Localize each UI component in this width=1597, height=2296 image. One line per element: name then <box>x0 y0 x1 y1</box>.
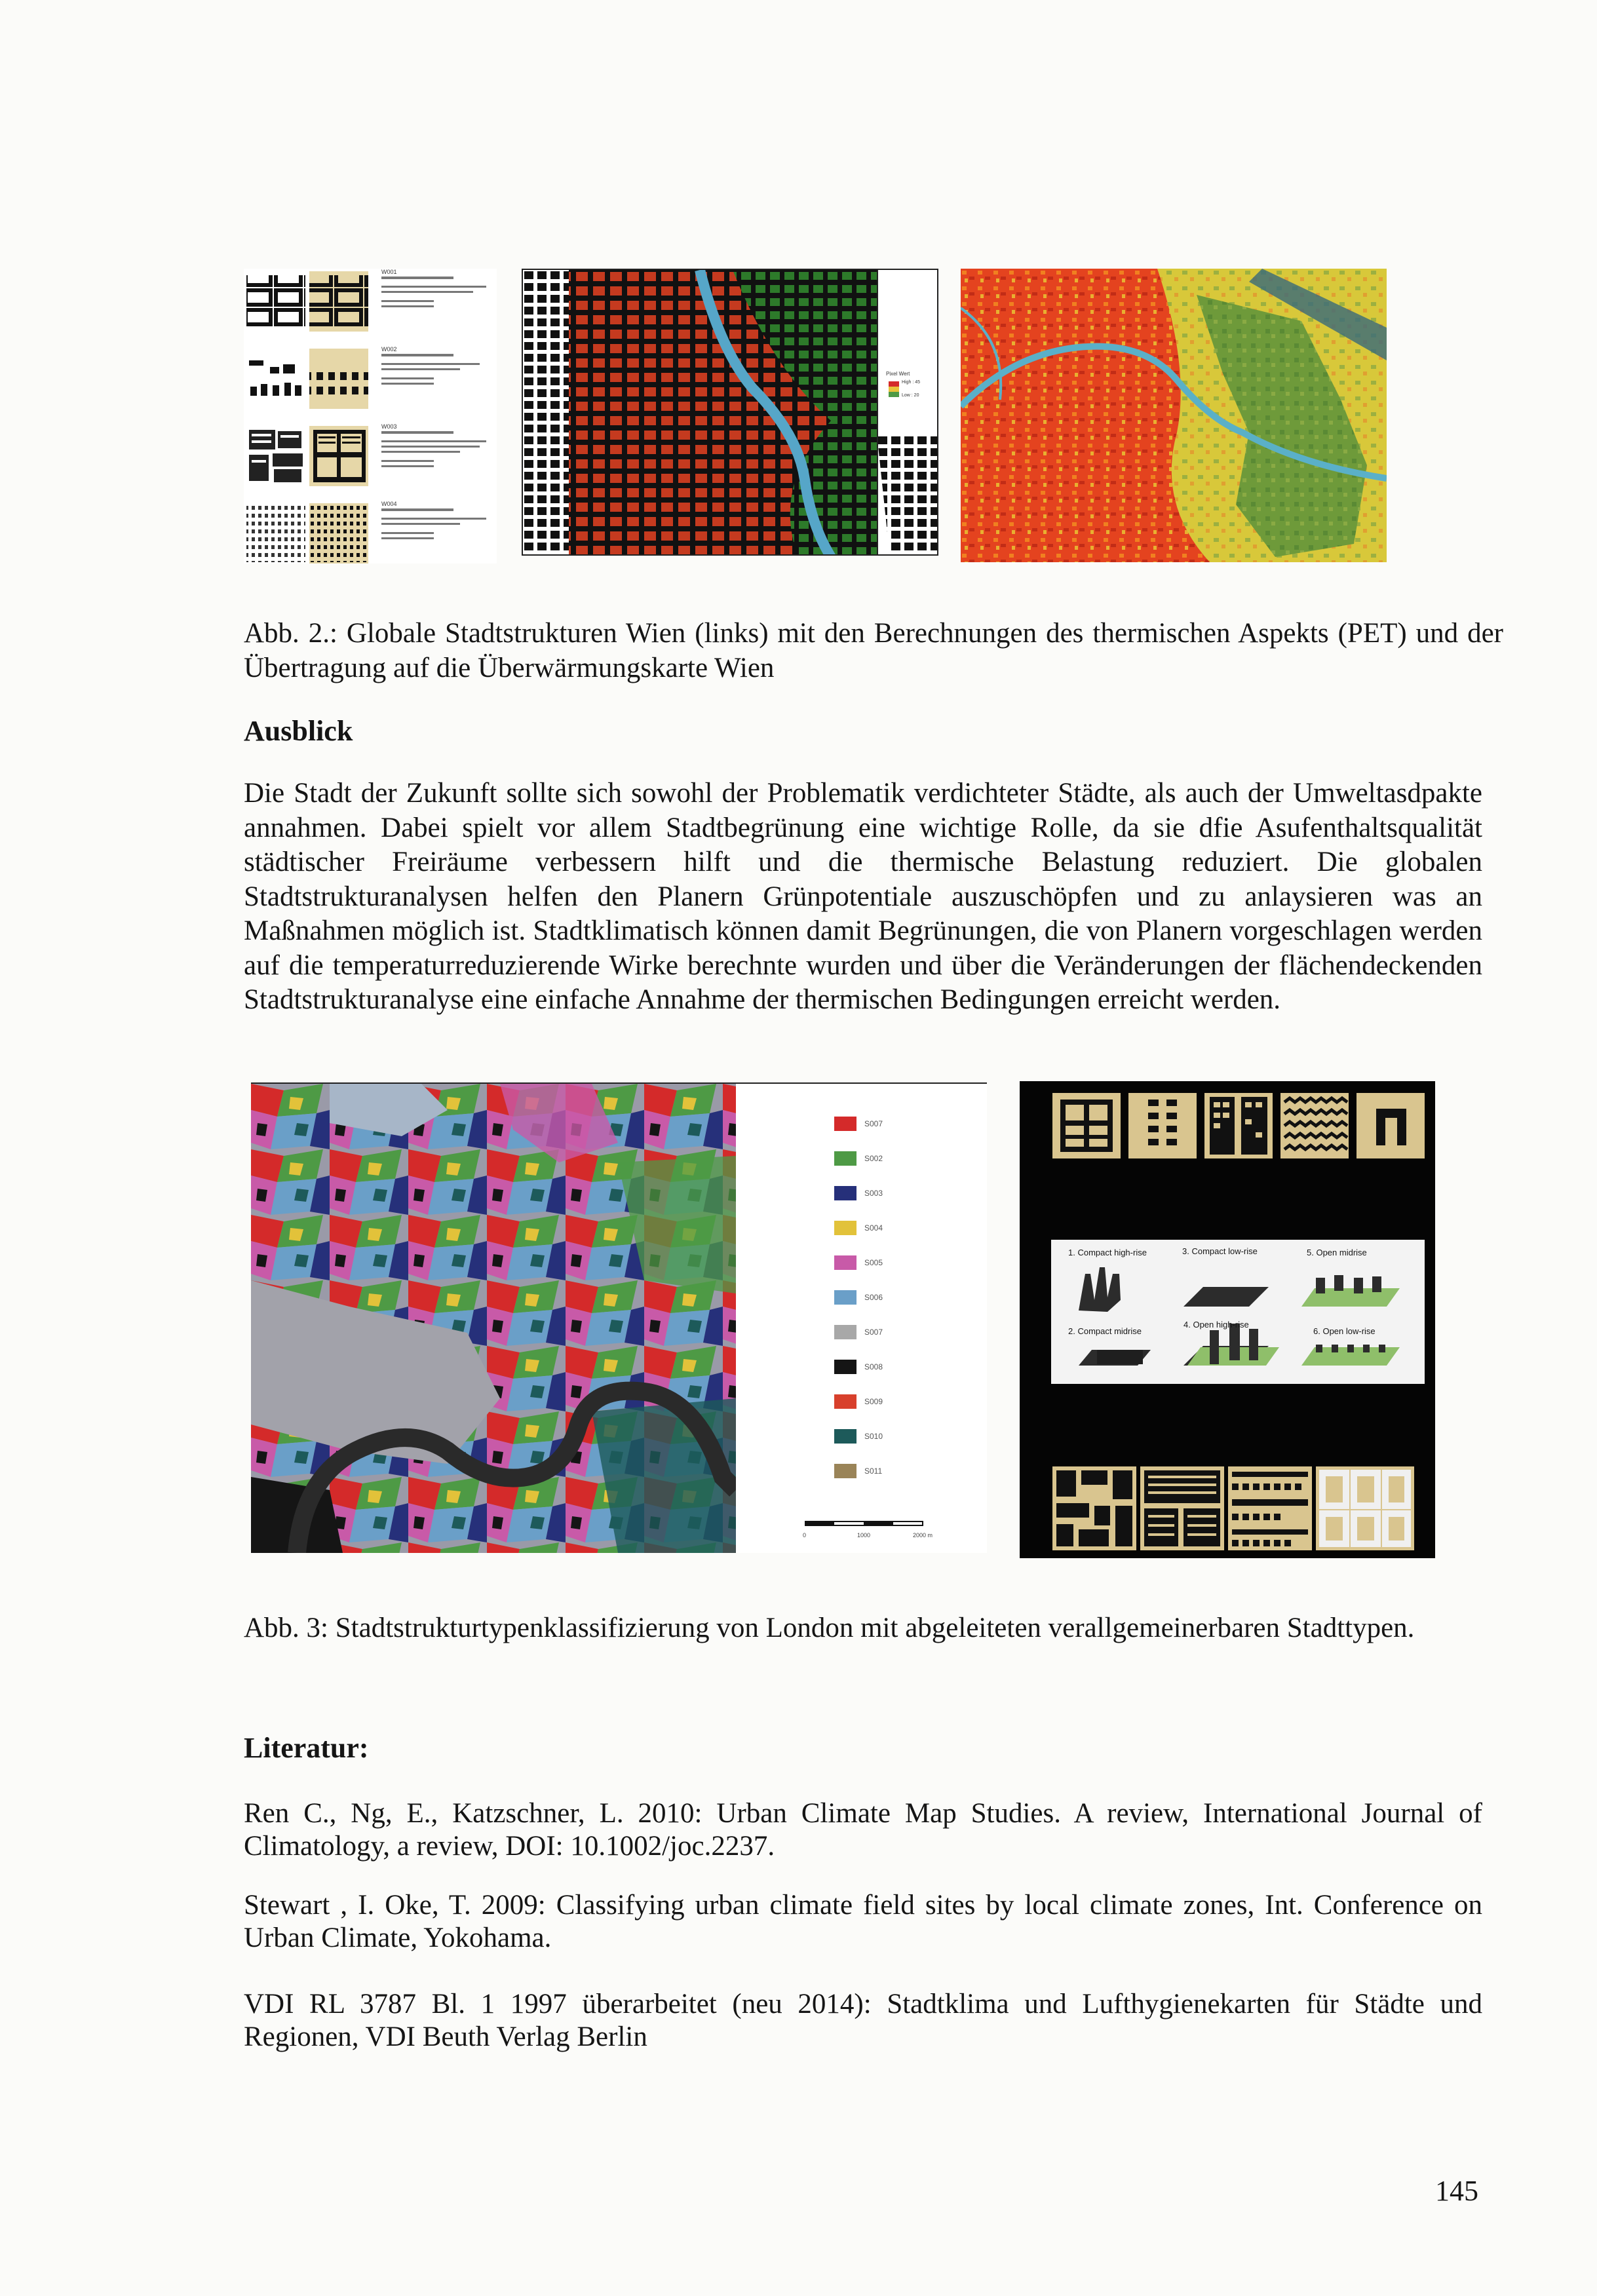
outlook-paragraph: Die Stadt der Zukunft sollte sich sowohl der Problematik verdichteter Städte, als auch der Umweltasdpakte annahmen. Dabei spielt vor allem Stadtbegrünung eine wichtige Rolle, da sie dfie Asufenthaltsqualität städtischer Freiräume verbessern hilft und die thermische Belastung reduziert. Die globalen Stadtstrukturanalysen helfen den Planern Grünpotentiale auszuschöpfen und zu anlaysieren was an Maßnahmen möglich ist. Stadtklimatisch können damit Begrünungen, die von Planern vorgeschlagen werden auf die temperaturreduzierende Wirke berechnte wurden und über die Veränderungen der flächendeckenden Stadtstrukturanalyse eine einfache Annahme der thermischen Bedingungen erreicht werden. <box>244 778 1482 1015</box>
london-classification-map <box>251 1082 987 1553</box>
overheating-map-image <box>961 269 1387 562</box>
vienna-overheating-map <box>961 269 1387 562</box>
legend-label: S006 <box>864 1293 883 1302</box>
reference-3: VDI RL 3787 Bl. 1 1997 überarbeitet (neu 2014): Stadtklima und Lufthygienekarten für Städte und Regionen, VDI Beuth Verlag Berlin <box>244 1989 1482 2052</box>
lcz-label-1: 1. Compact high-rise <box>1068 1248 1147 1257</box>
legend-swatch <box>834 1151 856 1166</box>
outlook-heading: Ausblick <box>244 715 353 747</box>
scale-label-0: 0 <box>803 1532 807 1539</box>
scale-label-1000: 1000 <box>857 1532 871 1539</box>
legend-swatch <box>834 1360 856 1374</box>
literature-heading: Literatur: <box>244 1732 369 1764</box>
legend-label: S005 <box>864 1258 883 1267</box>
structure-type-thumbnails <box>244 269 497 564</box>
legend-swatch <box>834 1394 856 1409</box>
lcz-label-3: 3. Compact low-rise <box>1182 1246 1258 1256</box>
legend-label: S002 <box>864 1154 883 1163</box>
legend-label: S007 <box>864 1328 883 1337</box>
legend-label: S004 <box>864 1223 883 1233</box>
urban-types-panel <box>1020 1081 1435 1558</box>
pet-legend-high: High : 45 <box>902 380 921 385</box>
page-number: 145 <box>1435 2175 1478 2207</box>
vienna-pet-map <box>522 269 938 556</box>
legend-swatch <box>834 1325 856 1339</box>
type-code-4: W004 <box>381 501 397 507</box>
lcz-label-4: 4. Open high-rise <box>1183 1320 1249 1330</box>
pet-map-image <box>523 270 938 556</box>
london-map-image <box>251 1084 736 1553</box>
legend-swatch <box>834 1290 856 1305</box>
pet-legend-title: Pixel Wert <box>886 371 910 377</box>
legend-swatch <box>834 1429 856 1444</box>
legend-label: S010 <box>864 1432 883 1441</box>
type-code-3: W003 <box>381 423 397 430</box>
figure-2-caption: Abb. 2.: Globale Stadtstrukturen Wien (links) mit den Berechnungen des thermischen Aspekts (PET) und der Übertragung auf die Überwärmungskarte Wien <box>244 618 1503 683</box>
legend-label: S009 <box>864 1397 883 1406</box>
legend-label: S007 <box>864 1119 883 1128</box>
legend-swatch <box>834 1464 856 1478</box>
legend-label: S003 <box>864 1189 883 1198</box>
lcz-label-2: 2. Compact midrise <box>1068 1326 1142 1336</box>
legend-swatch <box>834 1221 856 1235</box>
legend-swatch <box>834 1186 856 1200</box>
reference-1: Ren C., Ng, E., Katzschner, L. 2010: Urban Climate Map Studies. A review, International Journal of Climatology, a review, DOI: 10.1002/joc.2237. <box>244 1798 1482 1862</box>
pet-legend-low: Low : 20 <box>902 393 919 398</box>
lcz-label-5: 5. Open midrise <box>1307 1248 1367 1257</box>
vienna-structure-types-panel <box>244 269 497 564</box>
type-code-1: W001 <box>381 269 397 275</box>
legend-swatch <box>834 1255 856 1270</box>
london-map-legend <box>834 1117 913 1483</box>
legend-label: S011 <box>864 1466 883 1476</box>
scale-label-2000: 2000 m <box>913 1532 933 1539</box>
legend-label: S008 <box>864 1362 883 1371</box>
legend-swatch <box>834 1117 856 1131</box>
lcz-label-6: 6. Open low-rise <box>1313 1326 1376 1336</box>
type-code-2: W002 <box>381 346 397 353</box>
reference-2: Stewart , I. Oke, T. 2009: Classifying urban climate field sites by local climate zones, Int. Conference on Urban Climate, Yokohama. <box>244 1890 1482 1953</box>
figure-3-caption: Abb. 3: Stadtstrukturtypenklassifizierung von London mit abgeleiteten verallgemeinerbaren Stadttypen. <box>244 1613 1415 1643</box>
